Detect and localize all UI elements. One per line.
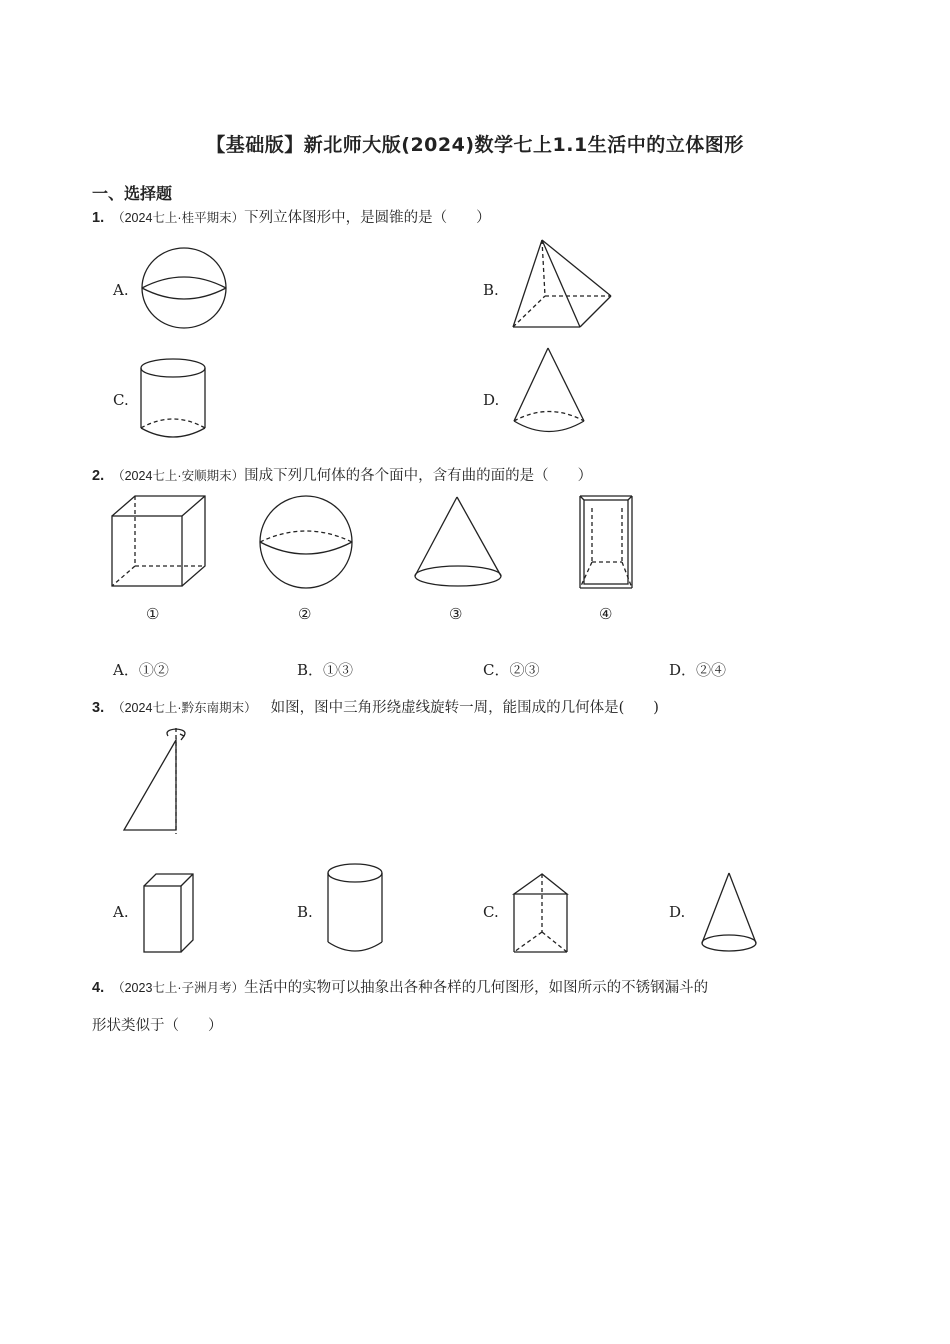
option-c[interactable]: C.: [113, 391, 129, 409]
question-text: 下列立体图形中，是圆锥的是（ ）: [244, 210, 491, 226]
cylinder-figure-2: [326, 860, 386, 956]
option-c[interactable]: C．②③: [483, 661, 540, 679]
cuboid-figure: [140, 870, 198, 956]
option-b[interactable]: B.: [297, 903, 313, 921]
rotating-triangle-figure: [118, 726, 190, 836]
cube-figure: [110, 494, 210, 590]
question-1: [92, 206, 491, 227]
figure-label-1: ①: [146, 605, 160, 623]
question-number: 3.: [92, 700, 105, 716]
sphere-figure: [140, 246, 230, 331]
cone-figure-3: [698, 870, 762, 956]
prism-figure: [578, 494, 636, 594]
sphere-figure-2: [258, 494, 358, 590]
cylinder-figure: [138, 356, 210, 441]
question-text: 围成下列几何体的各个面中，含有曲的面的是（ ）: [244, 468, 593, 484]
figure-label-3: ③: [449, 605, 463, 623]
cone-figure-2: [412, 494, 506, 590]
pyramid-figure: [510, 236, 615, 331]
question-source: （2024七上·桂平期末）: [112, 211, 245, 225]
section-heading: 一、选择题: [92, 184, 173, 203]
question-source: （2024七上·黔东南期末）: [112, 701, 257, 715]
question-text: 生活中的实物可以抽象出各种各样的几何图形，如图所示的不锈钢漏斗的: [244, 980, 709, 996]
option-a[interactable]: A.: [113, 281, 129, 299]
option-d[interactable]: D.: [483, 391, 500, 409]
triangular-prism-figure: [510, 870, 570, 956]
question-4: [92, 976, 708, 997]
question-number: 1.: [92, 210, 105, 226]
figure-label-4: ④: [599, 605, 613, 623]
page-title: 【基础版】新北师大版(2024)数学七上1.1生活中的立体图形: [206, 134, 744, 156]
figure-label-2: ②: [298, 605, 312, 623]
option-d[interactable]: D.: [669, 903, 686, 921]
question-3: [92, 696, 659, 717]
option-c[interactable]: C.: [483, 903, 499, 921]
question-text: 如图，图中三角形绕虚线旋转一周，能围成的几何体是( ): [270, 700, 659, 716]
question-number: 4.: [92, 980, 105, 996]
option-a[interactable]: A.: [113, 903, 129, 921]
question-2: [92, 464, 592, 485]
option-a[interactable]: A．①②: [113, 661, 169, 679]
question-number: 2.: [92, 468, 105, 484]
question-source: （2024七上·安顺期末）: [112, 469, 245, 483]
cone-figure: [510, 346, 590, 438]
option-b[interactable]: B．①③: [297, 661, 354, 679]
question-source: （2023七上·子洲月考）: [112, 981, 245, 995]
question-4-continued: 形状类似于（ ）: [92, 1018, 223, 1034]
option-d[interactable]: D．②④: [669, 661, 727, 679]
option-b[interactable]: B.: [483, 281, 499, 299]
